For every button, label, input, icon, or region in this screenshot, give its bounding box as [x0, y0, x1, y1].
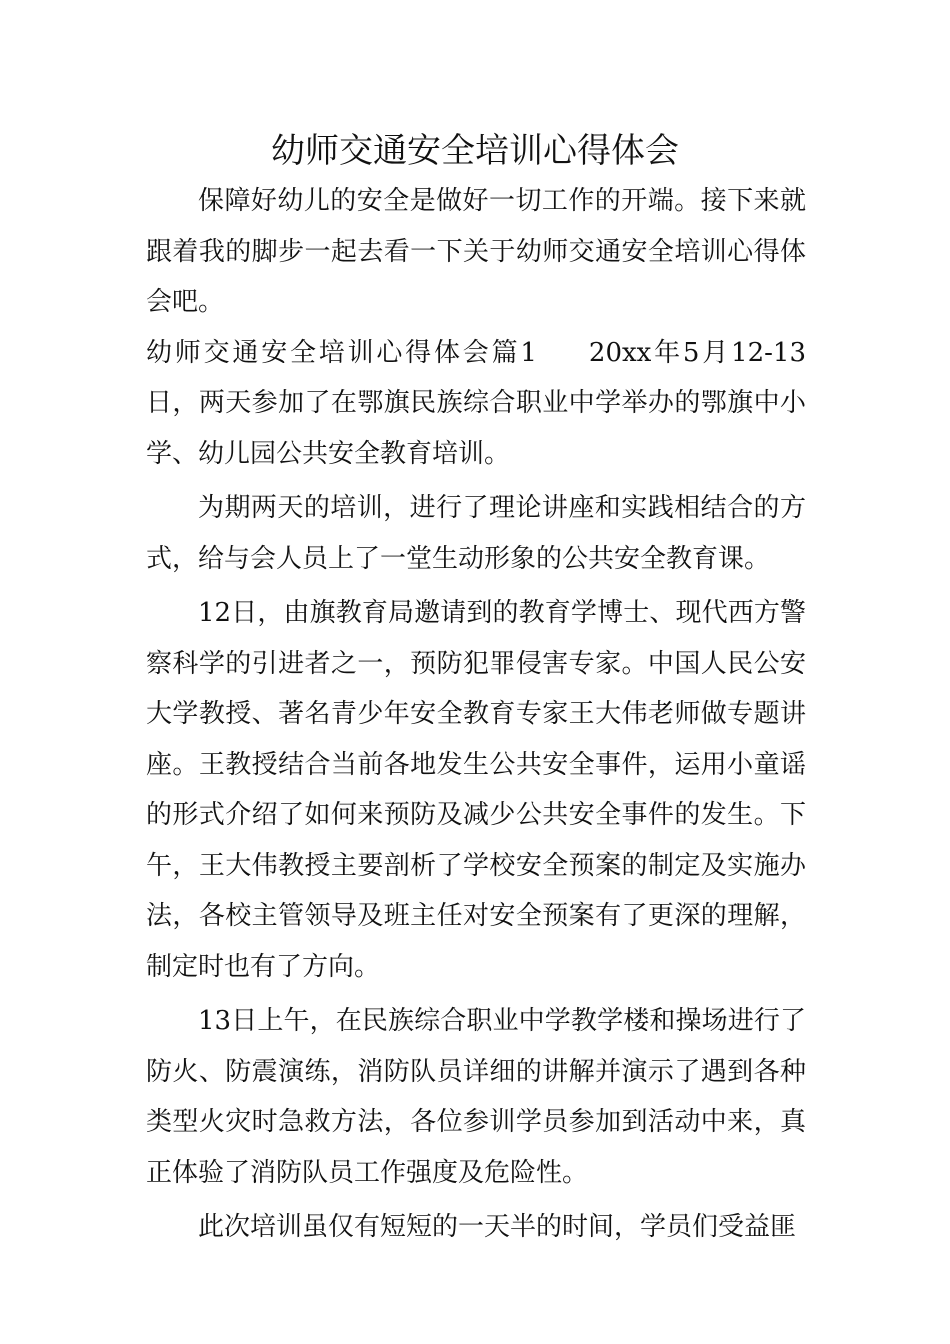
body-paragraph: 此次培训虽仅有短短的一天半的时间，学员们受益匪 — [198, 1212, 797, 1242]
body-paragraph: 12日，由旗教育局邀请到的教育学博士、现代西方警察科学的引进者之一，预防犯罪侵害专家。中国人民公安大学教授、著名青少年安全教育专家王大伟老师做专题讲座。王教授结合当前各地发生公共安全事件，运用小童谣的形式介绍了如何来预防及减少公共安全事件的发生。下午，王大伟教授主要剖析了学校安全预案的制定及实施办法，各校主管领导及班主任对安全预案有了更深的理解，制定时也有了方向。 — [146, 598, 806, 982]
body-paragraph: 为期两天的培训，进行了理论讲座和实践相结合的方式，给与会人员上了一堂生动形象的公共安全教育课。 — [146, 493, 806, 574]
intro-paragraph: 保障好幼儿的安全是做好一切工作的开端。接下来就跟着我的脚步一起去看一下关于幼师交通安全培训心得体会吧。 — [146, 186, 806, 317]
section-first-paragraph — [146, 328, 806, 480]
body-paragraph: 13日上午，在民族综合职业中学教学楼和操场进行了防火、防震演练，消防队员详细的讲解并演示了遇到各种类型火灾时急救方法，各位参训学员参加到活动中来，真正体验了消防队员工作强度及危险性。 — [146, 1006, 806, 1188]
document-title: 幼师交通安全培训心得体会 — [271, 131, 679, 171]
document-body — [146, 176, 806, 1253]
section-first-text: 20xx年5月12-13日，两天参加了在鄂旗民族综合职业中学举办的鄂旗中小学、幼儿园公共安全教育培训。 — [146, 337, 806, 469]
section-heading: 幼师交通安全培训心得体会篇1 — [146, 337, 537, 368]
